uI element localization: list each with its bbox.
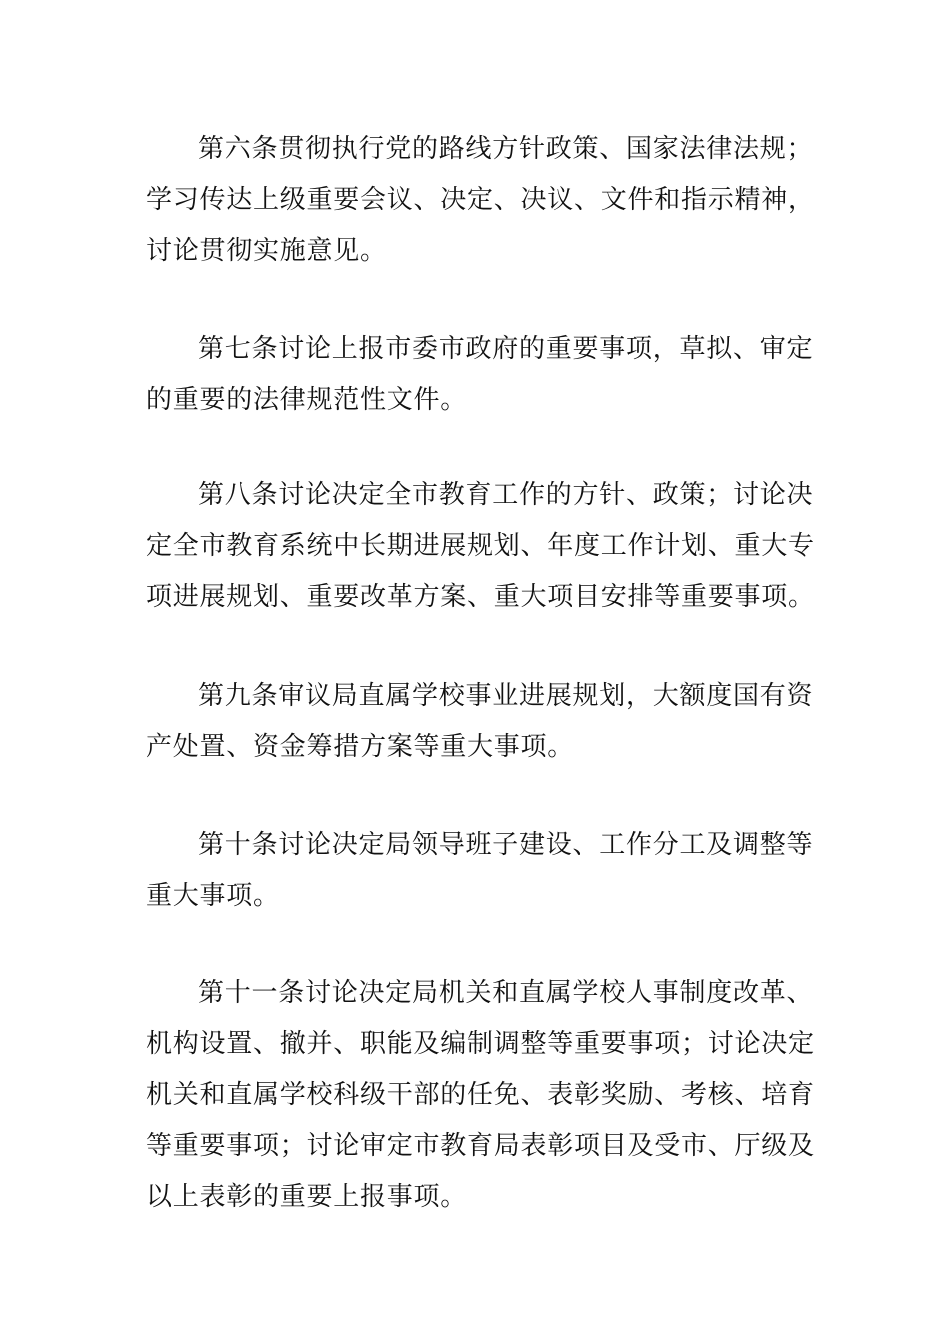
article-10 xyxy=(146,820,813,922)
article-8-line-3: 项进展规划、重要改革方案、重大项目安排等重要事项。 xyxy=(146,582,815,612)
article-6 xyxy=(146,124,815,277)
article-11-line-1: 第十一条讨论决定局机关和直属学校人事制度改革、 xyxy=(198,978,814,1008)
article-7 xyxy=(146,324,813,426)
article-10-line-2: 重大事项。 xyxy=(146,881,280,911)
article-9-line-2: 产处置、资金筹措方案等重大事项。 xyxy=(146,732,575,762)
article-11-line-3: 机关和直属学校科级干部的任免、表彰奖励、考核、培育 xyxy=(146,1080,815,1110)
article-7-line-2: 的重要的法律规范性文件。 xyxy=(146,385,468,415)
article-8 xyxy=(146,470,815,623)
article-8-line-1: 第八条讨论决定全市教育工作的方针、政策；讨论决 xyxy=(198,480,814,510)
article-11-line-2: 机构设置、撤并、职能及编制调整等重要事项；讨论决定 xyxy=(146,1029,815,1059)
article-6-line-1: 第六条贯彻执行党的路线方针政策、国家法律法规； xyxy=(198,134,814,164)
article-9 xyxy=(146,671,813,773)
article-6-line-3: 讨论贯彻实施意见。 xyxy=(146,236,387,266)
article-11 xyxy=(146,968,815,1223)
article-7-line-1: 第七条讨论上报市委市政府的重要事项，草拟、审定 xyxy=(198,334,814,364)
article-11-line-5: 以上表彰的重要上报事项。 xyxy=(146,1182,468,1212)
article-6-line-2: 学习传达上级重要会议、决定、决议、文件和指示精神， xyxy=(146,185,815,215)
article-9-line-1: 第九条审议局直属学校事业进展规划，大额度国有资 xyxy=(198,681,814,711)
article-10-line-1: 第十条讨论决定局领导班子建设、工作分工及调整等 xyxy=(198,830,814,860)
article-8-line-2: 定全市教育系统中长期进展规划、年度工作计划、重大专 xyxy=(146,531,815,561)
article-11-line-4: 等重要事项；讨论审定市教育局表彰项目及受市、厅级及 xyxy=(146,1131,815,1161)
